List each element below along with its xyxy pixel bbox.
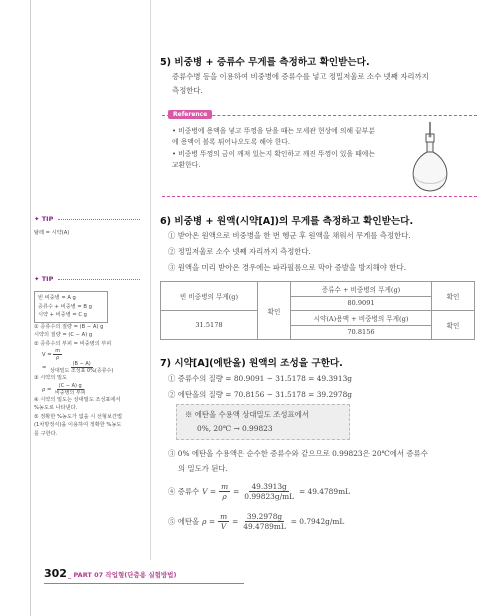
water-header: 증류수 + 비중병의 무게(g)	[291, 282, 432, 297]
tip-box-1	[34, 215, 69, 238]
weight-table	[160, 281, 475, 340]
tip-step: ⑤ 정확한 %농도가 없을 시 선형보간법	[34, 413, 122, 420]
density-formula: ρ = $\frac{(C - A) g}{\text{비중병의 부피}}$	[42, 382, 86, 396]
reference-bullet2-line1: • 비중병 뚜껑의 금이 깨져 있는지 확인하고 깨진 뚜껑이 있을 때에는	[172, 150, 375, 158]
section7-step4-formula: ④ 증류수 V = $\frac{m}{\rho}$ = $\frac{49.3913g}{0.99823g/mL}$ = 49.4789mL	[168, 482, 351, 501]
section6-step1: ① 받아온 원액으로 비중병을 한 번 헹군 후 원액을 채워서 무게를 측정한다.	[168, 231, 411, 240]
section7-step3-line1: ③ 0% 에탄올 수용액은 순수한 증류수와 같으므로 0.99823은 20℃에서 증류수	[168, 449, 428, 458]
confirm-cell: 확인	[258, 282, 291, 340]
tip-text: 탈래 = 시약(A)	[34, 230, 70, 236]
section6-title: 6) 비중병 + 원액(시약[A])의 무게를 측정하고 확인받는다.	[160, 216, 414, 227]
section7-title: 7) 시약[A](에탄올) 원액의 조성을 구한다.	[160, 358, 343, 369]
main-column-rule	[150, 0, 151, 560]
note-box	[176, 404, 350, 440]
reference-bullet1-line1: • 비중병에 용액을 넣고 뚜껑을 닫을 때는 모세관 현상에 의해 끝부분	[172, 127, 375, 135]
tip-step: 시약의 질량 = (C − A) g	[34, 332, 93, 338]
tip-step: 를 구한다.	[34, 430, 58, 437]
reagent-header: 시약(A)용액 + 비중병의 무게(g)	[291, 311, 432, 326]
empty-bottle-header: 빈 비중병의 무게(g)	[161, 282, 258, 311]
tip-divider	[58, 219, 140, 220]
weight-water: 증류수 + 비중병 = B g	[38, 303, 92, 310]
tip-label: ✦ TIP	[34, 275, 54, 283]
volume-formula-2: = $\frac{(B - A)}{\text{상대밀도 조성표 0\%(증류수)}}$	[42, 361, 114, 374]
footer-rule	[44, 583, 244, 584]
part-label: _ PART 07 작업형(단층용 실험방법)	[68, 571, 177, 579]
section5-title: 5) 비중병 + 증류수 무게를 측정하고 확인받는다.	[160, 57, 370, 68]
section5-paragraph-line1: 증류수병 등을 이용하여 비중병에 증류수를 넣고 정밀저울로 소수 넷째 자리까지	[172, 72, 429, 81]
reference-tag: Reference	[168, 110, 212, 119]
section7-step1: ① 증류수의 질량 = 80.9091 − 31.5178 = 49.3913g	[168, 374, 353, 383]
tip-divider	[58, 279, 140, 280]
weights-box	[34, 291, 108, 323]
section6-step3: ③ 원액을 미리 받아온 경우에는 파라필름으로 막아 증발을 방지해야 한다.	[168, 263, 406, 272]
empty-bottle-value: 31.5178	[161, 311, 258, 340]
section6-step2: ② 정밀저울로 소수 넷째 자리까지 측정한다.	[168, 247, 311, 256]
note-line2: 0%, 20℃ → 0.99823	[197, 424, 273, 433]
tip-step: (1차방정식)을 이용하여 정확한 %농도	[34, 422, 122, 428]
tip-label: ✦ TIP	[34, 215, 54, 223]
note-line1: ※ 에탄올 수용액 상대밀도 조성표에서	[185, 410, 309, 419]
weight-reagent: 시약 + 비중병 = C g	[38, 312, 87, 318]
water-value: 80.9091	[291, 296, 432, 311]
volume-formula: V = $\frac{m}{\rho}$	[42, 348, 61, 361]
confirm-cell: 확인	[432, 311, 475, 340]
page-number: 302	[44, 567, 67, 580]
section5-paragraph-line2: 측정한다.	[172, 86, 203, 95]
lightbulb-icon: ✦	[34, 215, 40, 223]
tip-step: ③ 시약의 밀도	[34, 375, 68, 381]
tip-box-2	[34, 275, 144, 438]
reference-bullet2-line2: 교환한다.	[172, 161, 201, 169]
pycnometer-illustration	[400, 118, 460, 194]
tip-step: ② 증류수의 부피 = 비중병의 부피	[34, 340, 112, 347]
section7-step5-formula: ⑤ 에탄올 ρ = $\frac{m}{V}$ = $\frac{39.2978g}{49.4789mL}$ = 0.7942g/mL	[168, 512, 345, 531]
lightbulb-icon: ✦	[34, 275, 40, 283]
confirm-cell: 확인	[432, 282, 475, 311]
tip-step: ① 증류수의 질량 = (B − A) g	[34, 323, 104, 330]
sidebar-rule	[30, 0, 31, 616]
section7-step3-line2: 의 밀도가 된다.	[178, 464, 228, 473]
weight-empty: 빈 비중병 = A g	[38, 295, 76, 301]
tip-step: ④ 시약의 밀도는 상대밀도 조성표에서	[34, 396, 121, 403]
section7-step2: ② 에탄올의 질량 = 70.8156 − 31.5178 = 39.2978g	[168, 390, 353, 399]
tip-step: %농도로 나타낸다.	[34, 405, 78, 411]
reference-bullet1-line2: 에 용액이 볼록 튀어나오도록 해야 한다.	[172, 138, 291, 146]
reagent-value: 70.8156	[291, 325, 432, 340]
reference-bottom-border	[162, 196, 477, 197]
